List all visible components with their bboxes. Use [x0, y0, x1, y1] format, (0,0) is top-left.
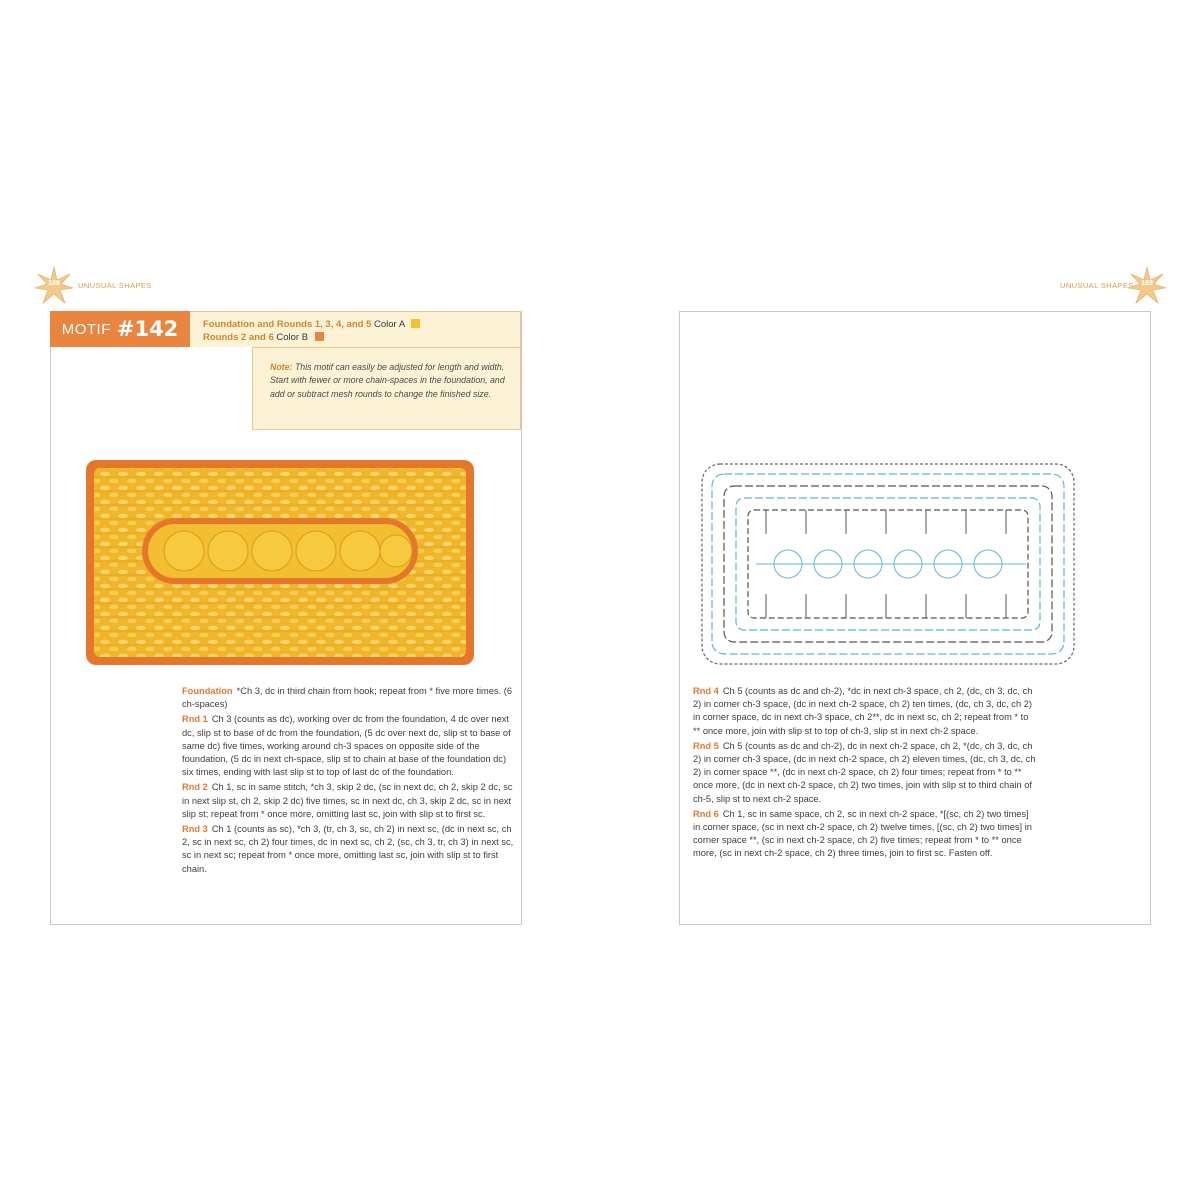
page-number-star-left	[34, 266, 74, 306]
color-key-panel	[190, 311, 521, 347]
color-b-swatch	[315, 332, 324, 341]
color-key-name: Color A	[374, 319, 405, 330]
instruction-rnd-5	[693, 740, 1038, 806]
instruction-label: Rnd 3	[182, 824, 208, 835]
instruction-text: Ch 1 (counts as sc), *ch 3, (tr, ch 3, sc, ch 2) in next sc, (dc in next sc, ch 2, sc in next sc, ch 2) four times, dc in next sc, ch 2, (sc, ch 3, tr, ch 3) in next sc, sc in next sc; repeat from * once more, omitting last sc, join with slip st to first chain.	[182, 824, 514, 874]
instruction-foundation	[182, 685, 514, 711]
note-box	[252, 347, 521, 430]
running-head-right: UNUSUAL SHAPES	[1060, 281, 1134, 290]
color-key-row-b	[203, 331, 520, 344]
instruction-rnd-3	[182, 823, 514, 876]
running-head-left: UNUSUAL SHAPES	[78, 281, 152, 290]
page-number-left: 188	[48, 280, 60, 287]
color-key-name: Color B	[276, 332, 309, 343]
instruction-label: Rnd 6	[693, 808, 719, 819]
instruction-text: Ch 1, sc in same space, ch 2, sc in next ch-2 space, *[(sc, ch 2) two times] in corner space, (sc in next ch-2 space, ch 2) twelve times, [(sc, ch 2) two times] in corner space **, (sc in next ch-2 space, ch 2) five times; repeat from * to ** once more, (sc in next ch-2 space, ch 2) three times, join to first sc. Fasten off.	[693, 808, 1032, 859]
instruction-label: Rnd 2	[182, 782, 208, 793]
instruction-label: Foundation	[182, 686, 233, 696]
motif-word: MOTIF	[61, 320, 111, 338]
instruction-text: Ch 1, sc in same stitch, *ch 3, skip 2 dc, (sc in next dc, ch 2, skip 2 dc, sc in next slip st, ch 2, skip 2 dc) five times, sc in next dc, ch 3, skip 2 dc, sc in next slip st; repeat from * once more, omitting last sc, join with slip st to first sc.	[182, 782, 513, 819]
color-a-swatch	[411, 319, 420, 328]
instruction-label: Rnd 4	[693, 686, 719, 696]
motif-photo	[82, 456, 478, 669]
left-instructions	[182, 685, 514, 878]
motif-number: #142	[116, 317, 179, 341]
instruction-rnd-6	[693, 808, 1038, 861]
page-number-star-right	[1127, 266, 1167, 306]
instruction-label: Rnd 1	[182, 714, 208, 725]
motif-title	[50, 311, 190, 347]
instruction-text: *Ch 3, dc in third chain from hook; repeat from * five more times. (6 ch-spaces)	[182, 686, 513, 710]
color-key-label: Rounds 2 and 6	[203, 332, 274, 343]
note-label: Note:	[270, 362, 293, 372]
instruction-label: Rnd 5	[693, 740, 719, 751]
instruction-text: Ch 3 (counts as dc), working over dc from the foundation, 4 dc over next dc, slip st to base of dc from the foundation, (5 dc over next dc, slip st to base of same dc) five times, working around ch-3 spaces on opposite side of the foundation, (5 dc in next ch-space, slip st to chain at base of the foundation dc) six times, ending with last slip st to top of last dc of the foundation.	[182, 714, 511, 778]
instruction-rnd-4	[693, 685, 1038, 738]
color-key-row-a	[203, 318, 520, 331]
right-instructions	[693, 685, 1038, 863]
instruction-text: Ch 5 (counts as dc and ch-2), dc in next ch-2 space, ch 2, *(dc, ch 3, dc, ch 2) in corner ch-3 space, (dc in next ch-2 space, ch 2) eleven times, (dc, ch 3, dc, ch 2) in corner space **, (dc in next ch-2 space, ch 2) four times; repeat from * to ** once more, (dc in next ch-2 space, ch 2) two times, join with slip st to third chain of ch-5, slip st to next ch-2 space.	[693, 740, 1036, 804]
stitch-diagram	[696, 460, 1080, 668]
instruction-rnd-1	[182, 713, 514, 779]
instruction-text: Ch 5 (counts as dc and ch-2), *dc in next ch-3 space, ch 2, (dc, ch 3, dc, ch 2) in corner ch-3 space, (dc in next ch-2 space, ch 2) ten times, (dc, ch 3, dc, ch 2) in corner space, dc in next ch-3 space, ch 2**, dc in next sc, ch 2; repeat from * to ** once more, join with slip st to top of ch-3, slip st in next ch-2 space.	[693, 686, 1033, 736]
note-text: This motif can easily be adjusted for length and width. Start with fewer or more chain-spaces in the foundation, and add or subtract mesh rounds to change the finished size.	[270, 362, 505, 399]
page-number-right: 189	[1141, 280, 1153, 287]
color-key-label: Foundation and Rounds 1, 3, 4, and 5	[203, 319, 372, 330]
instruction-rnd-2	[182, 781, 514, 821]
